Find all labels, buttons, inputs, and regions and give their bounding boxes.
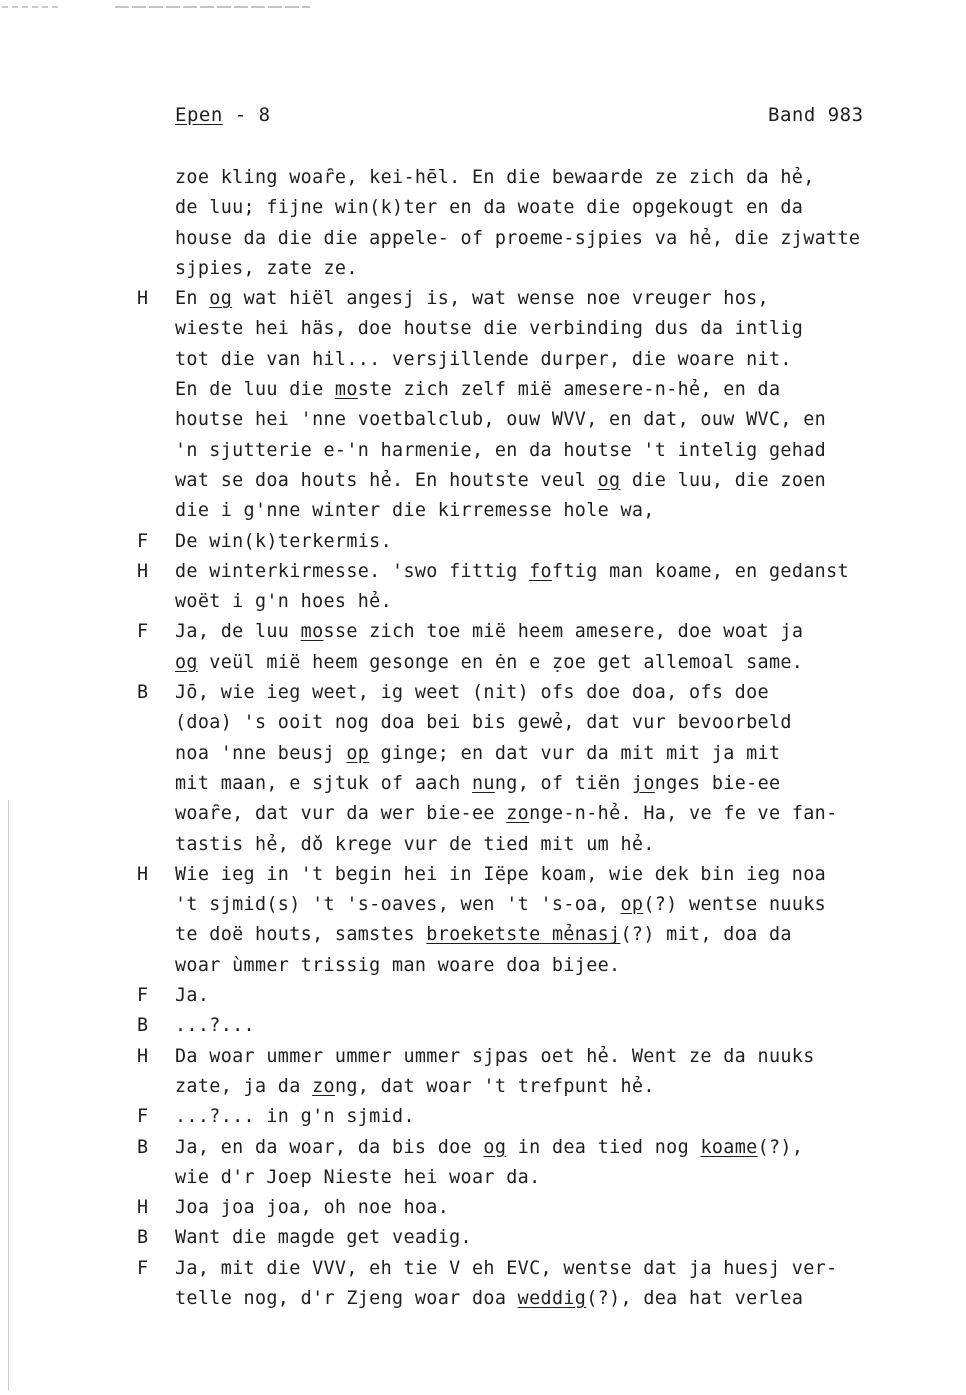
text-segment: nges bie-ee <box>654 772 781 794</box>
line-text <box>175 284 769 314</box>
line-text <box>175 920 792 950</box>
underlined-text: zo <box>312 1075 335 1097</box>
text-segment: (?), dea hat verlea <box>586 1287 804 1309</box>
transcript-line <box>0 193 966 223</box>
page-header-left <box>175 104 271 126</box>
line-text: ...?... <box>175 1015 255 1037</box>
line-text: tot die van hil... versjillende durper, die woare nit. <box>175 348 792 370</box>
transcript-line <box>0 1011 966 1041</box>
text-segment: in dea tied nog <box>506 1136 701 1158</box>
line-text <box>175 557 849 587</box>
line-text <box>175 890 826 920</box>
speaker-label: H <box>137 1045 149 1067</box>
line-text: die i g'nne winter die kirremesse hole wa, <box>175 500 655 522</box>
transcript-line <box>0 163 966 193</box>
line-text <box>175 1133 803 1163</box>
text-segment: Ja, en da woar, da bis doe <box>175 1136 484 1158</box>
line-text: Wie ieg in 't begin hei in Iëpe koam, wie dek bin ieg noa <box>175 863 827 885</box>
text-segment: ftig man koame, en gedanst <box>551 560 849 582</box>
line-text: woar ùmmer trissig man woare doa bijee. <box>175 954 621 976</box>
transcript-line <box>0 799 966 829</box>
line-text: wie d'r Joep Nieste hei woar da. <box>175 1166 541 1188</box>
line-text: zoe kling woaȓe, kei-hēl. En die bewaarde ze zich da hẻ, <box>175 167 815 188</box>
text-segment: En <box>175 288 210 310</box>
line-text: Want die magde get veadig. <box>175 1227 472 1249</box>
line-text: 'n sjutterie e-'n harmenie, en da houtse 't intelig gehad <box>175 439 827 461</box>
line-text <box>175 648 803 678</box>
underlined-text: mo <box>334 379 358 401</box>
transcript-line <box>0 345 966 375</box>
transcript-line <box>0 314 966 344</box>
underlined-text: koame <box>700 1136 758 1158</box>
text-segment: de winterkirmesse. 'swo fittig <box>175 560 530 582</box>
speaker-label: F <box>137 621 149 643</box>
transcript-line <box>0 1102 966 1132</box>
speaker-label: H <box>137 288 149 310</box>
transcript-line <box>0 375 966 405</box>
transcript-line <box>0 739 966 769</box>
line-text <box>175 1072 655 1102</box>
text-segment: (?) wentse nuuks <box>643 894 827 916</box>
speaker-label: B <box>137 1227 149 1249</box>
transcript-line <box>0 617 966 647</box>
transcript-line <box>0 1223 966 1253</box>
transcript-line <box>0 436 966 466</box>
line-text <box>175 1284 803 1314</box>
line-text: houtse hei 'nne voetbalclub, ouw WVV, en dat, ouw WVC, en <box>175 409 827 431</box>
line-text <box>175 617 803 647</box>
transcript-line <box>0 284 966 314</box>
speaker-label: H <box>137 863 149 885</box>
text-segment: ng, of tiën <box>494 772 632 794</box>
speaker-label: F <box>137 1106 149 1128</box>
text-segment: te doë houts, samstes <box>175 924 427 946</box>
transcript-line <box>0 557 966 587</box>
text-segment: ginge; en dat vur da mit mit ja mit <box>369 742 781 764</box>
text-segment: die luu, die zoen <box>620 469 827 491</box>
text-segment: zate, ja da <box>175 1075 313 1097</box>
transcript-line <box>0 1133 966 1163</box>
line-text: woët i g'n hoes hẻ. <box>175 591 393 613</box>
transcript-line <box>0 587 966 617</box>
line-text: sjpies, zate ze. <box>175 257 358 279</box>
speaker-label: B <box>137 1136 149 1158</box>
line-text: De win(k)terkermis. <box>175 530 393 552</box>
scan-artifact-marks <box>0 4 320 10</box>
underlined-text: og <box>209 288 233 310</box>
page-header-right: Band 983 <box>768 104 864 126</box>
line-text: Jō, wie ieg weet, ig weet (nit) ofs doe doa, ofs doe <box>175 682 769 704</box>
line-text: (doa) 's ooit nog doa bei bis gewẻ, dat vur bevoorbeld <box>175 712 792 734</box>
transcript-line <box>0 648 966 678</box>
header-page-number: - 8 <box>222 104 271 126</box>
transcript-line <box>0 890 966 920</box>
text-segment: wat se doa houts hẻ. En houtste veul <box>175 469 598 491</box>
text-segment: 't sjmid(s) 't 's-oaves, wen 't 's-oa, <box>175 894 621 916</box>
transcript-line <box>0 860 966 890</box>
line-text <box>175 739 780 769</box>
line-text: de luu; fijne win(k)ter en da woate die opgekougt en da <box>175 197 804 219</box>
line-text: Da woar ummer ummer ummer sjpas oet hẻ. Went ze da nuuks <box>175 1045 815 1067</box>
transcript-line <box>0 1193 966 1223</box>
underlined-text: fo <box>529 560 552 582</box>
text-segment: mit maan, e sjtuk of aach <box>175 772 472 794</box>
transcript-line <box>0 254 966 284</box>
underlined-text: zo <box>506 803 530 825</box>
speaker-label: B <box>137 1015 149 1037</box>
line-text: Joa joa joa, oh noe hoa. <box>175 1197 450 1219</box>
transcript-line <box>0 1284 966 1314</box>
transcript-line <box>0 708 966 738</box>
text-segment: En de luu die <box>175 379 335 401</box>
line-text: house da die die appele- of proeme-sjpies va hẻ, die zjwatte <box>175 227 861 249</box>
transcript-line <box>0 466 966 496</box>
header-title: Epen <box>175 104 223 126</box>
underlined-text: op <box>620 894 644 916</box>
transcript-line <box>0 830 966 860</box>
line-text: ...?... in g'n sjmid. <box>175 1106 415 1128</box>
transcript-line <box>0 224 966 254</box>
text-segment: sse zich toe mië heem amesere, doe woat ja <box>323 621 804 643</box>
transcript-line <box>0 1072 966 1102</box>
speaker-label: B <box>137 682 149 704</box>
transcript-line <box>0 1042 966 1072</box>
transcript-line <box>0 678 966 708</box>
transcript-line <box>0 981 966 1011</box>
text-segment: (?), <box>757 1136 804 1158</box>
line-text: Ja. <box>175 985 210 1007</box>
underlined-text: nu <box>471 772 495 794</box>
transcript-line <box>0 951 966 981</box>
transcript-line <box>0 527 966 557</box>
text-segment: noa 'nne beusj <box>175 742 347 764</box>
underlined-text: broeketste mẻnasj <box>426 924 621 946</box>
line-text: Ja, mit die VVV, eh tie V eh EVC, wentse dat ja huesj ver- <box>175 1257 838 1279</box>
transcript-line <box>0 1163 966 1193</box>
underlined-text: op <box>346 742 370 764</box>
text-segment: nge-n-hẻ. Ha, ve fe ve fan- <box>529 803 838 825</box>
text-segment: telle nog, d'r Zjeng woar doa <box>175 1287 518 1309</box>
underlined-text: og <box>175 651 198 673</box>
text-segment: veül mië heem gesonge en ėn e ẓoe get allemoal same. <box>197 651 804 673</box>
text-segment: wat hiël angesj is, wat wense noe vreuger hos, <box>232 288 769 310</box>
line-text: tastis hẻ, dǒ krege vur de tied mit um hẻ. <box>175 833 655 855</box>
underlined-text: weddig <box>517 1287 587 1309</box>
line-text <box>175 375 780 405</box>
transcript-line <box>0 769 966 799</box>
speaker-label: F <box>137 985 149 1007</box>
underlined-text: og <box>483 1136 507 1158</box>
transcript-line <box>0 496 966 526</box>
text-segment: ng, dat woar 't trefpunt hẻ. <box>334 1075 655 1097</box>
line-text: wieste hei häs, doe houtse die verbinding dus da intlig <box>175 318 804 340</box>
transcript-line <box>0 1254 966 1284</box>
transcript-line <box>0 405 966 435</box>
underlined-text: jo <box>631 772 655 794</box>
line-text <box>175 466 826 496</box>
underlined-text: mo <box>300 621 324 643</box>
transcript-line <box>0 920 966 950</box>
speaker-label: F <box>137 1257 149 1279</box>
speaker-label: F <box>137 530 149 552</box>
text-segment: (?) mit, doa da <box>620 924 792 946</box>
underlined-text: og <box>597 469 621 491</box>
text-segment: ste zich zelf mië amesere-n-hẻ, en da <box>357 379 781 401</box>
speaker-label: H <box>137 1197 149 1219</box>
line-text <box>175 799 838 829</box>
text-segment: woaȓe, dat vur da wer bie-ee <box>175 803 507 825</box>
transcript-body <box>0 163 966 1314</box>
line-text <box>175 769 780 799</box>
speaker-label: H <box>137 560 149 582</box>
text-segment: Ja, de luu <box>175 621 301 643</box>
